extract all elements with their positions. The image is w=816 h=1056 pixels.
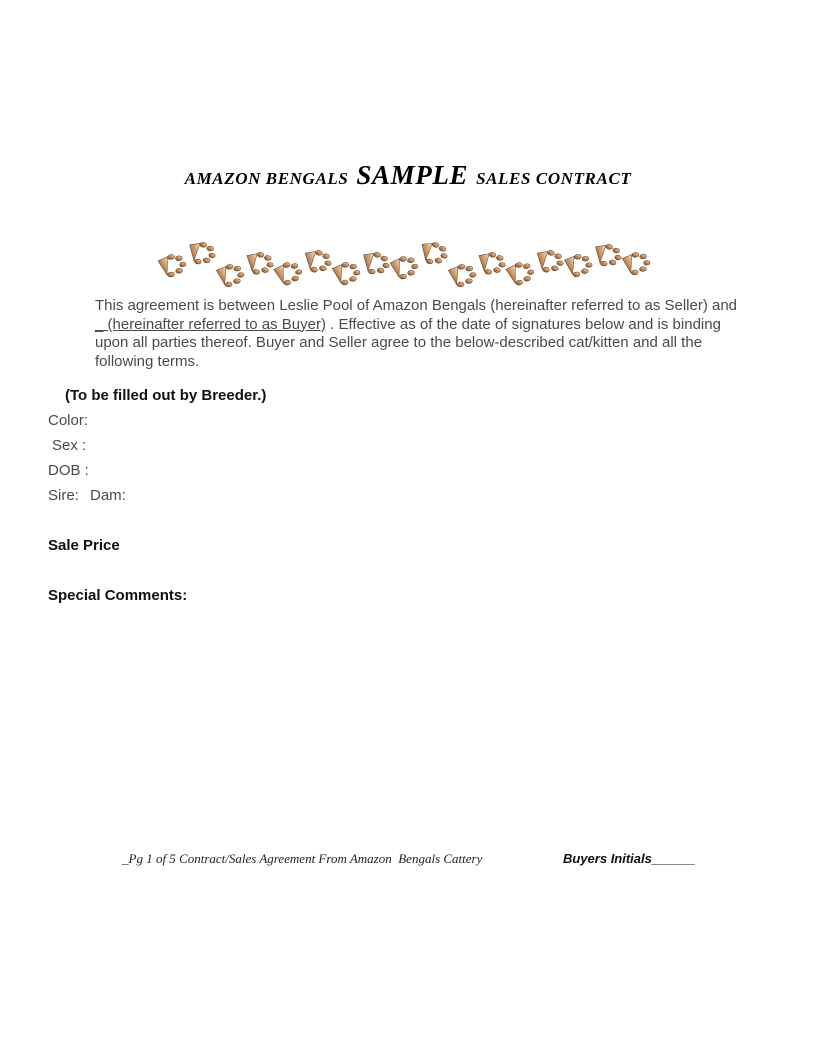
paw-print-icon [215,262,247,293]
paw-print-divider [158,241,658,296]
field-label-sex: Sex : [52,437,87,454]
paw-print-icon [504,259,538,291]
field-label-sire: Sire: [48,487,79,504]
paw-print-icon [621,250,654,281]
field-label-dam: Dam: [90,487,126,504]
agreement-text-after: . Effective as of the date of signatures below and is binding upon all parties thereof. Buyer and Seller agree to the below-described cat/kitten and all the following terms. [95,315,721,370]
page-footer [0,851,816,871]
paw-print-icon [156,251,190,283]
paw-print-icon [388,253,422,285]
footer-lead-underscore: _ [122,851,129,866]
footer-page-number: Pg 1 of 5 [128,851,176,866]
buyers-initials [563,851,695,866]
footer-page-info [122,851,482,867]
field-label-color: Color: [48,412,89,429]
agreement-buyer-blank: _ (hereinafter referred to as Buyer) [95,315,326,333]
sale-price-label: Sale Price [48,537,120,554]
field-label-dob: DOB : [48,462,89,479]
buyers-initials-blank: ______ [651,851,696,866]
page-title [0,155,816,192]
title-part-1: AMAZON BENGALS [184,169,349,188]
paw-print-icon [359,249,393,282]
agreement-paragraph [95,297,747,371]
special-comments-label: Special Comments: [48,587,188,604]
paw-print-icon [447,262,479,293]
agreement-text-before: This agreement is between Leslie Pool of Amazon Bengals (hereinafter referred to as Seller) and [95,297,738,314]
paw-print-icon [272,259,306,292]
buyers-initials-label: Buyers Initials [563,851,652,866]
paw-print-icon [591,241,625,274]
footer-doc-title: Contract/Sales Agreement From Amazon Bengals Cattery [175,851,483,866]
title-part-3: SALES CONTRACT [476,169,632,188]
title-part-2: SAMPLE [356,160,469,190]
paw-print-icon [533,247,567,279]
breeder-section-heading: (To be filled out by Breeder.) [65,387,267,404]
